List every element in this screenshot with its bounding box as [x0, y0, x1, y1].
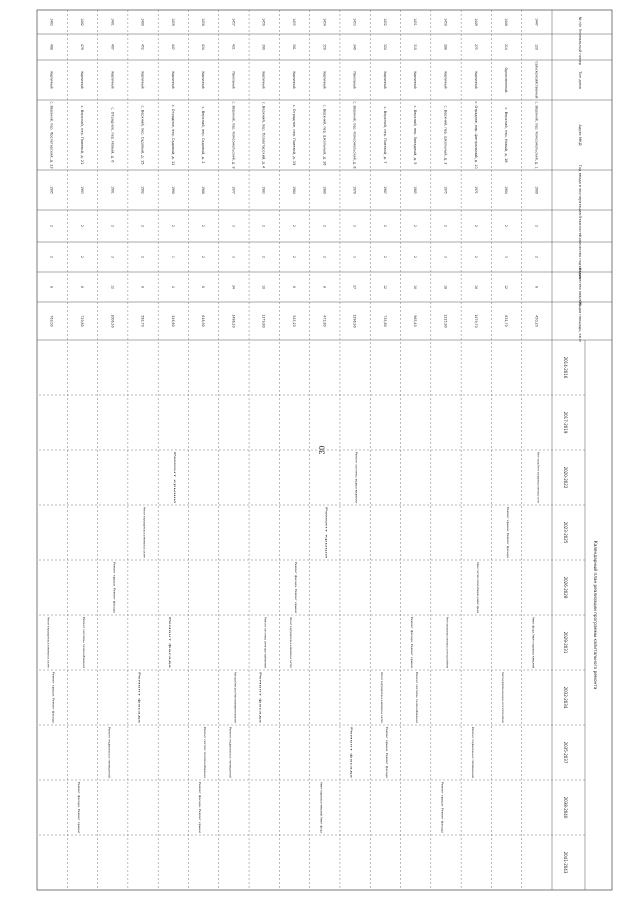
cell-type: Кирпичный: [322, 71, 327, 92]
cell-apartments: 12: [110, 285, 115, 290]
cell-id: 288: [443, 44, 448, 51]
cell-year: 1990: [170, 186, 175, 195]
cell-address: с. Верхний, пер. Садовый, д. 2: [201, 106, 206, 162]
cell-area: 1296,90: [352, 314, 357, 329]
cell-year: 1975: [443, 186, 448, 195]
cell-work: Ремонт крыши: [324, 507, 329, 531]
header-year: 2032-2034: [563, 686, 568, 709]
cell-address: с. Верхний, пер. Комсомольский, д. 1: [534, 101, 539, 169]
cell-num: 1458: [201, 18, 206, 27]
cell-apartments: 18: [443, 285, 448, 290]
cell-floors: 2: [443, 225, 448, 228]
cell-apartments: 8: [292, 286, 296, 289]
cell-num: 1448: [504, 18, 509, 27]
cell-type: Кирпичный: [49, 71, 54, 92]
cell-num: 1447: [534, 18, 539, 27]
cell-work: Ремонт подвальных помещений: [228, 727, 233, 779]
cell-type: Кирпичный: [382, 71, 387, 92]
cell-work: Ремонт внутридомовых инженерных систем электроснабжения: [501, 672, 506, 774]
cell-floors: 2: [49, 225, 54, 228]
cell-num: 1455: [292, 18, 296, 27]
cell-address: с. Верхний, пер. Полевой, д. 21: [79, 105, 84, 162]
cell-num: 1453: [352, 18, 357, 27]
cell-entrances: 2: [413, 256, 418, 259]
cell-type: Кирпичный: [201, 71, 206, 92]
cell-work: Ремонт крыши, Ремонт фасада: [506, 507, 511, 557]
cell-floors: 2: [382, 225, 387, 228]
cell-type: Кирпичный: [79, 71, 84, 92]
cell-address: с. Верхний, пер. Пролетарский, д. 13: [49, 101, 54, 169]
cell-work: Ремонт крыши, Ремонт фасада: [440, 782, 445, 832]
cell-num: 1452: [382, 18, 387, 27]
cell-floors: 2: [140, 225, 145, 228]
cell-address: с. Верхний, пер. Полевой, д. 7: [382, 106, 387, 161]
cell-work: Ремонт крыши, Ремонт фасада, Ремонт внутридомовых инженерных систем: [233, 672, 238, 794]
cell-floors: 2: [292, 225, 296, 228]
cell-area: 582,70: [140, 315, 145, 328]
cell-type: Кирпичный: [473, 71, 478, 92]
cell-work: Ремонт внутридомовых инженерных систем: [142, 507, 147, 578]
cell-entrances: 2: [49, 256, 54, 259]
cell-floors: 3: [352, 225, 357, 228]
cell-address: с. Верхний, пер. Новый, д. 18: [504, 107, 509, 160]
cell-id: 488: [49, 44, 54, 51]
cell-entrances: 2: [261, 256, 266, 259]
header-year: 2020-2022: [563, 466, 568, 489]
header-num: № п/п: [578, 16, 582, 28]
cell-year: 1987: [382, 186, 387, 195]
cell-entrances: 2: [322, 256, 327, 259]
cell-entrances: 3: [110, 256, 115, 259]
cell-apartments: 8: [140, 286, 145, 289]
cell-area: 472,80: [322, 315, 327, 328]
cell-id: 214: [504, 44, 509, 51]
cell-year: 1992: [140, 186, 145, 195]
header-year: 2041-2043: [563, 851, 568, 874]
cell-work: Ремонт фасада, Ремонт подвальных помещений: [531, 617, 536, 695]
cell-floors: 3: [231, 225, 236, 228]
cell-num: 1461: [110, 18, 115, 27]
cell-address: с. Отрадное, пер. Новый, д. 6: [110, 107, 115, 161]
cell-id: 361: [292, 44, 296, 51]
cell-num: 1462: [79, 18, 84, 27]
cell-year: 1964: [504, 186, 509, 195]
cell-address: с. Верхний, пер. Школьный, д. 3: [443, 105, 448, 164]
cell-work: Ремонт фасада: [349, 727, 354, 752]
cell-address: с. Верхний, пер. Комсомольский, д. 8: [352, 101, 357, 169]
cell-address: с. Отрадное, пер. Садовый, д. 11: [170, 104, 175, 164]
cell-address: с. Верхний, пер. Садовый, д. 15: [140, 105, 145, 163]
cell-apartments: 16: [473, 285, 478, 290]
header-floors: Этажность: [578, 215, 582, 237]
cell-work: Ремонт системы газоснабжения: [415, 672, 420, 724]
cell-address: с. Отрадное, пер. Центральный, д. 10: [473, 101, 478, 170]
cell-type: Сельскохозяйственный: [534, 61, 539, 104]
cell-work: Ремонт внутридомовых инженерных систем водоснабжения: [445, 617, 450, 714]
cell-id: 356: [322, 44, 327, 51]
cell-year: 1984: [292, 186, 296, 195]
cell-floors: 2: [322, 225, 327, 228]
cell-apartments: 27: [352, 285, 357, 290]
cell-work: Ремонт внутридомовых инженерных систем: [46, 617, 51, 688]
cell-id: 452: [140, 44, 145, 51]
cell-num: 1451: [413, 18, 418, 27]
cell-year: 1983: [261, 186, 266, 195]
cell-id: 310: [413, 44, 418, 51]
cell-num: 1457: [231, 18, 236, 27]
cell-num: 1456: [261, 18, 266, 27]
cell-work: Ремонт фасада, Ремонт крыши: [410, 617, 415, 667]
cell-work: Ремонт системы водоотведения: [354, 452, 359, 504]
cell-year: 1980: [322, 186, 327, 195]
cell-address: с. Верхний, пер. Комсомольский, д. 9: [231, 101, 236, 169]
cell-work: Ремонт крыши, Ремонт фасада: [384, 727, 389, 777]
cell-id: 120: [534, 44, 539, 51]
cell-apartments: 4: [170, 286, 175, 289]
table-frame: [37, 10, 612, 890]
cell-area: 965,40: [413, 315, 418, 328]
cell-year: 1976: [352, 186, 357, 195]
cell-entrances: 2: [473, 256, 478, 259]
cell-area: 316,60: [170, 315, 175, 328]
cell-entrances: 3: [231, 256, 236, 259]
header-year: Год ввода в эксплуатацию: [578, 164, 582, 216]
cell-num: 1454: [322, 18, 327, 27]
cell-work: Ремонт фасада, Ремонт крыши: [76, 782, 81, 832]
header-area: Общая площадь, кв.м: [578, 300, 582, 342]
cell-work: Ремонт системы электроснабжения: [263, 617, 268, 675]
cell-type: Кирпичный: [292, 71, 296, 92]
header-year: 2023-2025: [563, 521, 568, 544]
cell-id: 434: [201, 44, 206, 51]
cell-type: Кирпичный: [261, 71, 266, 92]
cell-num: 1459: [170, 18, 175, 27]
cell-floors: 2: [473, 225, 478, 228]
cell-work: Ремонт крыши, Ремонт фасада: [51, 672, 56, 722]
cell-num: 1450: [443, 18, 448, 27]
cell-apartments: 12: [382, 285, 387, 290]
cell-apartments: 16: [413, 285, 418, 290]
cell-floors: 2: [534, 225, 539, 228]
cell-type: Кирпичный: [110, 71, 115, 92]
cell-apartments: 8: [534, 286, 539, 289]
header-apartments: Количество квартир: [578, 267, 582, 307]
cell-work: Ремонт подвальных помещений: [470, 727, 475, 779]
cell-apartments: 12: [504, 285, 509, 290]
cell-address: с. Верхний, пер. Пролетарский, д. 4: [261, 101, 266, 167]
cell-area: 1179,80: [261, 314, 266, 329]
cell-floors: 2: [110, 225, 115, 228]
cell-id: 447: [170, 44, 175, 51]
cell-entrances: 3: [352, 256, 357, 259]
cell-work: Ремонт крыши: [172, 452, 177, 476]
cell-work: Ремонт крыши, Ремонт внутридомовых инженерных систем: [536, 452, 541, 548]
cell-work: Ремонт крыши, Ремонт фасада: [112, 562, 117, 612]
cell-address: с. Верхний, пер. Западный, д. 5: [413, 105, 418, 163]
cell-apartments: 8: [79, 286, 84, 289]
cell-num: 1463: [49, 18, 54, 27]
cell-work: Ремонт подвальных помещений, Ремонт фасада: [319, 782, 324, 860]
cell-id: 479: [79, 44, 84, 51]
cell-floors: 2: [413, 225, 418, 228]
cell-area: 763,00: [49, 315, 54, 328]
header-year: 2038-2040: [563, 796, 568, 819]
cell-apartments: 16: [261, 285, 266, 290]
cell-floors: 2: [261, 225, 266, 228]
cell-type: Кирпичный: [140, 71, 145, 92]
cell-address: с. Верхний, пер. Школьный, д. 16: [322, 104, 327, 165]
cell-area: 545,20: [292, 315, 296, 328]
cell-work: Ремонт подвальных помещений: [107, 727, 112, 779]
cell-entrances: 2: [201, 256, 206, 259]
cell-year: 1985: [413, 186, 418, 195]
header-year: 2014-2016: [563, 356, 568, 379]
cell-area: 1006,30: [110, 314, 115, 329]
cell-entrances: 2: [79, 256, 84, 259]
cell-year: 1977: [231, 186, 236, 195]
cell-id: 349: [352, 44, 357, 51]
header-year: 2029-2031: [563, 631, 568, 654]
cell-work: Ремонт системы газоснабжения: [81, 617, 86, 669]
cell-num: 1449: [473, 18, 478, 27]
cell-address: с. Отрадное, пер. Полевой, д. 19: [292, 104, 296, 164]
cell-year: 1995: [49, 186, 54, 195]
cell-type: Кирпичный: [170, 71, 175, 92]
cell-work: Ремонт фасада, Ремонт крыши: [198, 782, 203, 832]
cell-year: 1971: [473, 186, 478, 195]
capital-repair-table: [37, 10, 612, 890]
cell-id: 275: [473, 44, 478, 51]
cell-apartments: 8: [322, 286, 327, 289]
cell-work: Ремонт фасада: [258, 672, 263, 697]
cell-apartments: 24: [231, 285, 236, 290]
header-year: 2035-2037: [563, 741, 568, 764]
cell-work: Ремонт внутридомовых инженерных систем: [289, 617, 293, 688]
cell-area: 729,80: [79, 315, 84, 328]
cell-work: Ремонт внутридомовых инженерных систем: [379, 672, 384, 743]
cell-entrances: 2: [292, 256, 296, 259]
header-type: Тип дома: [578, 71, 582, 89]
cell-floors: 2: [504, 225, 509, 228]
cell-id: 324: [382, 44, 387, 51]
cell-type: Панельный: [231, 71, 236, 92]
cell-year: 1993: [79, 186, 84, 195]
cell-apartments: 8: [49, 286, 54, 289]
cell-type: Кирпичный: [413, 71, 418, 92]
header-id: Уникальный номер: [578, 28, 582, 66]
cell-id: 421: [231, 44, 236, 51]
cell-work: Ремонт фасада, Ремонт крыши: [294, 562, 298, 612]
cell-entrances: 2: [382, 256, 387, 259]
cell-year: 1969: [534, 186, 539, 195]
cell-floors: 2: [170, 225, 175, 228]
cell-area: 1498,20: [231, 314, 236, 329]
header-year: 2017-2019: [563, 411, 568, 434]
cell-area: 450,20: [534, 315, 539, 328]
cell-num: 1460: [140, 18, 145, 27]
cell-floors: 2: [79, 225, 84, 228]
header-address: Адрес МКД: [578, 124, 582, 146]
cell-area: 735,80: [382, 315, 387, 328]
cell-area: 618,90: [201, 315, 206, 328]
cell-type: Однокомнатный: [504, 67, 509, 98]
cell-entrances: 3: [443, 256, 448, 259]
table-title: Календарный план реализации программы капитального ремонта: [593, 540, 598, 690]
cell-area: 631,70: [504, 315, 509, 328]
cell-entrances: 3: [504, 256, 509, 259]
cell-floors: 2: [201, 225, 206, 228]
cell-type: Панельный: [352, 71, 357, 92]
cell-work: Ремонт систем теплоснабжения, ремонт крыши: [475, 562, 480, 639]
cell-area: 1115,90: [443, 314, 448, 329]
cell-area: 1479,70: [473, 314, 478, 329]
cell-work: Ремонт фасада: [137, 672, 142, 697]
cell-work: Ремонт фасада: [167, 617, 172, 642]
cell-id: 390: [261, 44, 266, 51]
cell-entrances: 1: [170, 256, 175, 259]
cell-work: Ремонт систем теплоснабжения: [203, 727, 208, 779]
cell-apartments: 8: [201, 286, 206, 289]
header-year: 2026-2028: [563, 576, 568, 599]
header-entrances: Количество подъездов: [578, 235, 582, 279]
page-number: 30: [318, 445, 327, 455]
cell-entrances: 2: [534, 256, 539, 259]
cell-id: 467: [110, 44, 115, 51]
cell-year: 1988: [201, 186, 206, 195]
cell-type: Кирпичный: [443, 71, 448, 92]
cell-entrances: 2: [140, 256, 145, 259]
cell-year: 1991: [110, 186, 115, 195]
